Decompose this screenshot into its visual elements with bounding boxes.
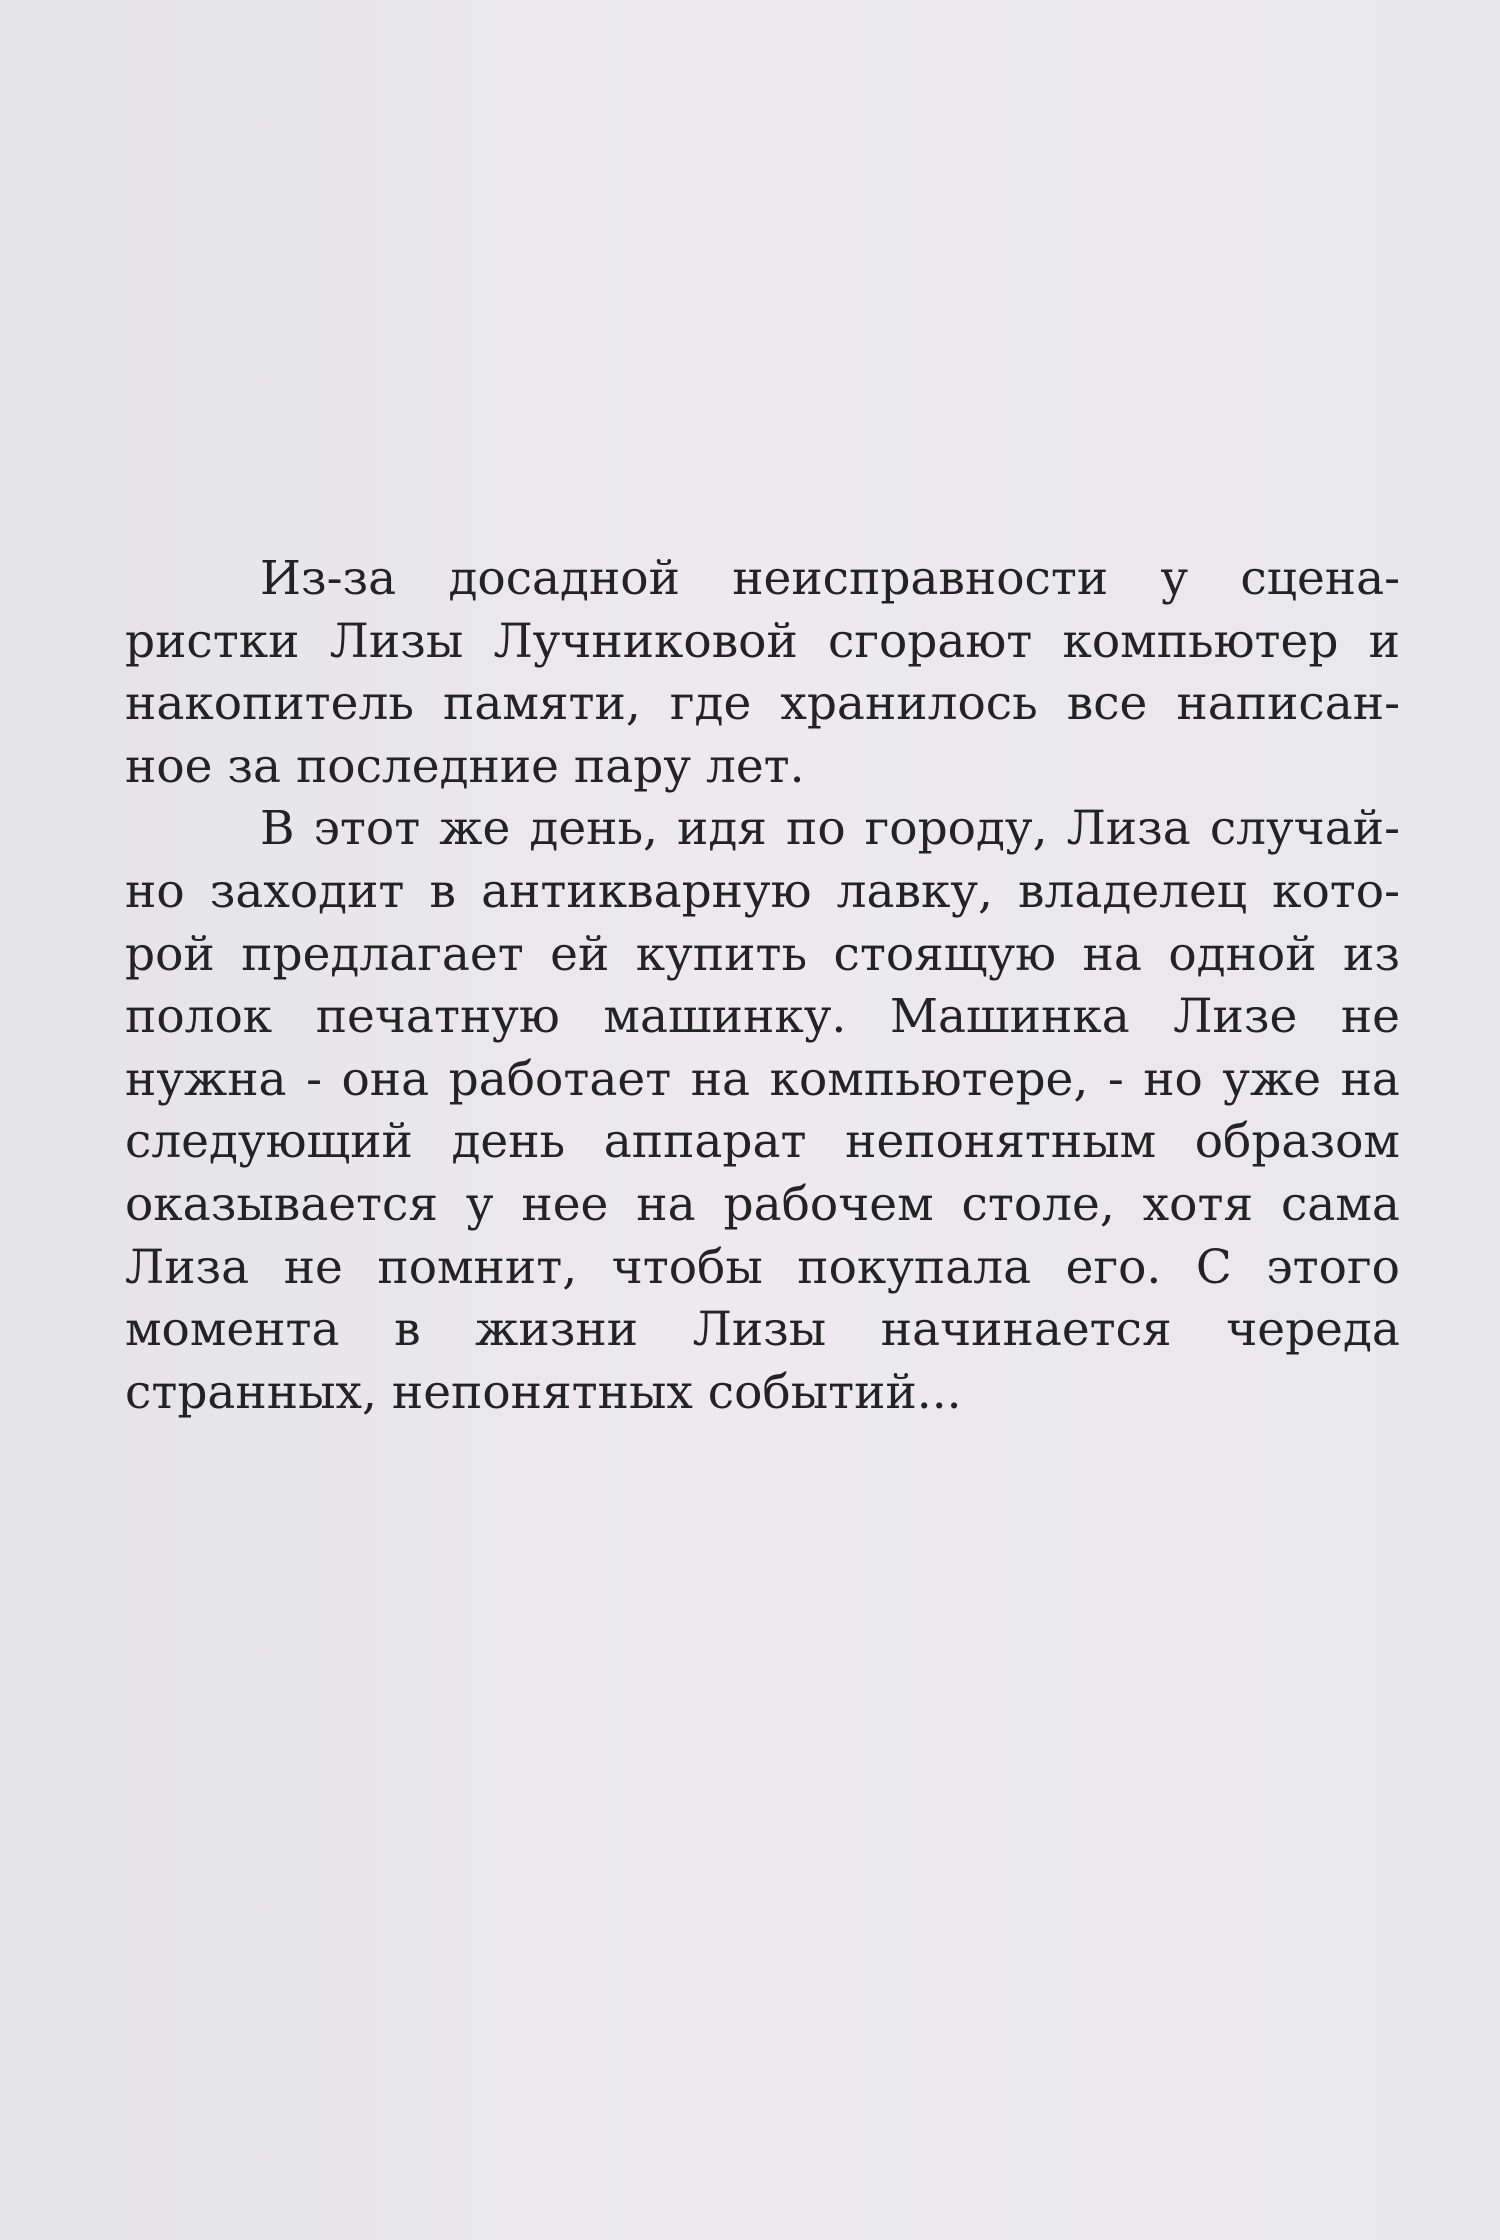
- word: череда: [1226, 1302, 1400, 1358]
- word: компьютере,: [769, 1051, 1089, 1107]
- word: по: [786, 801, 846, 857]
- word: день,: [529, 801, 658, 857]
- text-line: [125, 924, 1400, 987]
- word: на: [1340, 1051, 1400, 1107]
- word: Машинка: [889, 989, 1130, 1045]
- word: все: [1066, 676, 1148, 732]
- word: Лизы: [692, 1302, 827, 1358]
- word: столе,: [961, 1176, 1115, 1232]
- word: уже: [1222, 1051, 1322, 1107]
- word: написан-: [1176, 676, 1400, 732]
- word: кото-: [1272, 863, 1400, 919]
- word: но: [125, 863, 185, 919]
- word: антикварную: [481, 863, 812, 919]
- word: городу,: [864, 801, 1048, 857]
- text-line: [125, 1049, 1400, 1112]
- text-line: [125, 1111, 1400, 1174]
- word: машинку.: [603, 989, 847, 1045]
- word: покупала: [797, 1239, 1032, 1295]
- word: оказывается: [125, 1176, 439, 1232]
- word: памяти,: [443, 676, 641, 732]
- word: и: [1368, 613, 1400, 669]
- text-line: [125, 798, 1400, 861]
- word: в: [429, 863, 456, 919]
- word: сцена-: [1240, 551, 1400, 606]
- word: В: [260, 801, 295, 857]
- word: заходит: [209, 863, 405, 919]
- word: помнит,: [377, 1239, 578, 1295]
- word: купить: [635, 926, 808, 982]
- word: момента: [125, 1302, 340, 1358]
- word: у: [465, 1176, 494, 1232]
- word: но: [1143, 1051, 1203, 1107]
- word: Лучниковой: [493, 613, 798, 669]
- word: работает: [448, 1051, 672, 1107]
- word: начинается: [880, 1302, 1172, 1358]
- word: Лизе: [1173, 989, 1298, 1045]
- word: лавку,: [836, 863, 993, 919]
- word: где: [669, 676, 752, 732]
- annotation-text: [125, 548, 1400, 1424]
- word: этого: [1266, 1239, 1400, 1295]
- word: у: [1160, 551, 1189, 606]
- word: не: [283, 1239, 343, 1295]
- word: на: [1082, 926, 1142, 982]
- word: из: [1343, 926, 1400, 982]
- word: этот: [313, 801, 421, 857]
- word: непонятным: [845, 1114, 1157, 1170]
- word: рой: [125, 926, 215, 982]
- word: не: [1340, 989, 1400, 1045]
- text-line: [125, 986, 1400, 1049]
- paragraph-1: [125, 548, 1400, 798]
- text-line: [125, 1299, 1400, 1362]
- word: печатную: [315, 989, 560, 1045]
- word: на: [636, 1176, 696, 1232]
- word: же: [439, 801, 511, 857]
- text-line: [125, 548, 1400, 611]
- word: сгорают: [828, 613, 1033, 669]
- text-line: [125, 673, 1400, 736]
- word: предлагает: [241, 926, 524, 982]
- text-line: [125, 1174, 1400, 1237]
- text-line: странных, непонятных событий...: [125, 1364, 962, 1420]
- word: хранилось: [780, 676, 1038, 732]
- word: Лизы: [329, 613, 464, 669]
- word: нее: [521, 1176, 609, 1232]
- word: образом: [1194, 1114, 1400, 1170]
- word: рабочем: [723, 1176, 934, 1232]
- word: день: [451, 1114, 566, 1170]
- word: следующий: [125, 1114, 413, 1170]
- word: Лиза: [125, 1239, 250, 1295]
- word: компьютер: [1062, 613, 1339, 669]
- word: С: [1195, 1239, 1232, 1295]
- word: жизни: [475, 1302, 639, 1358]
- word: неисправности: [732, 551, 1109, 606]
- word: в: [394, 1302, 421, 1358]
- word: Лиза: [1066, 801, 1191, 857]
- word: -: [1107, 1051, 1124, 1107]
- word: одной: [1168, 926, 1317, 982]
- word: его.: [1065, 1239, 1162, 1295]
- word: хотя: [1142, 1176, 1254, 1232]
- text-line: [125, 611, 1400, 674]
- word: аппарат: [603, 1114, 807, 1170]
- word: Из-за: [260, 551, 397, 606]
- word: ей: [550, 926, 610, 982]
- word: на: [690, 1051, 751, 1107]
- word: она: [341, 1051, 430, 1107]
- word: чтобы: [611, 1239, 763, 1295]
- word: идя: [677, 801, 767, 857]
- word: нужна: [125, 1051, 287, 1107]
- word: сама: [1280, 1176, 1400, 1232]
- paragraph-2: [125, 798, 1400, 1424]
- word: полок: [125, 989, 273, 1045]
- word: досадной: [448, 551, 680, 606]
- text-line: [125, 861, 1400, 924]
- word: -: [306, 1051, 322, 1107]
- word: владелец: [1018, 863, 1248, 919]
- word: стоящую: [833, 926, 1057, 982]
- word: накопитель: [125, 676, 414, 732]
- word: случай-: [1209, 801, 1400, 857]
- word: ристки: [125, 613, 300, 669]
- text-line: ное за последние пару лет.: [125, 738, 805, 794]
- text-line: [125, 1237, 1400, 1300]
